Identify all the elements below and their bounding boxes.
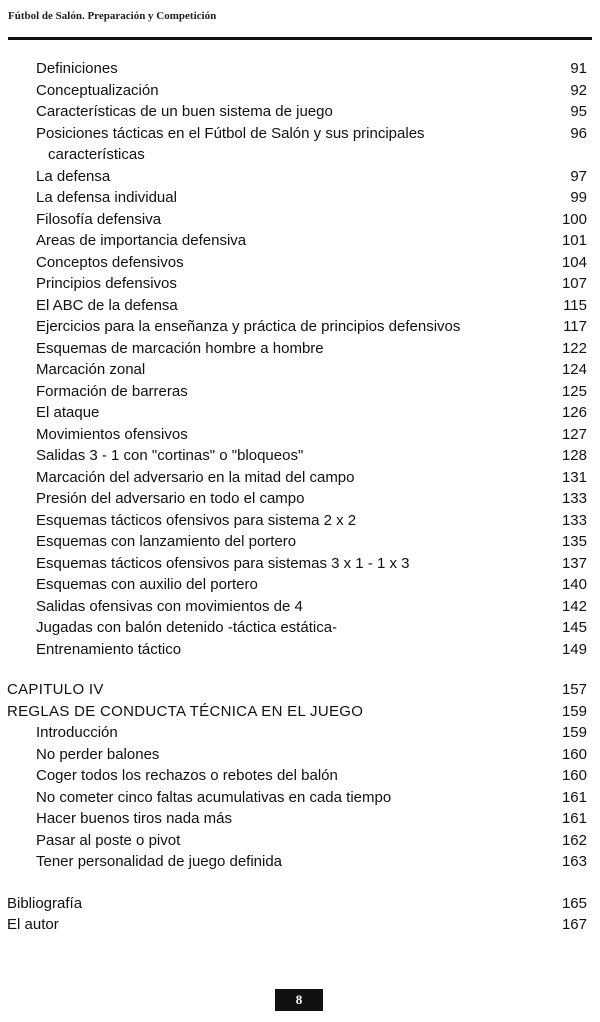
toc-entry-title-continuation: características <box>48 146 145 163</box>
toc-entry <box>0 893 600 915</box>
spacer <box>0 873 600 893</box>
toc-entry <box>0 596 600 618</box>
toc-entry-title: Tener personalidad de juego definida <box>36 853 283 870</box>
toc-entry <box>0 58 600 80</box>
toc-section-b <box>0 722 600 873</box>
toc-entry <box>0 252 600 274</box>
toc-entry-page: 99 <box>570 189 587 206</box>
chapter-title: REGLAS DE CONDUCTA TÉCNICA EN EL JUEGO <box>7 702 364 720</box>
toc-entry <box>0 80 600 102</box>
toc-entry-page: 91 <box>570 60 587 77</box>
toc-entry-title: Hacer buenos tiros nada más <box>36 810 232 827</box>
toc-entry-page: 117 <box>563 318 587 335</box>
toc-entry-title: Introducción <box>36 724 118 741</box>
toc-entry-title: Entrenamiento táctico <box>36 640 182 658</box>
toc-entry-page: 126 <box>561 404 587 421</box>
toc-entry-page: 161 <box>561 810 587 827</box>
toc-entry-page: 142 <box>561 597 587 615</box>
toc-entry <box>0 467 600 489</box>
toc-entry-title: Conceptos defensivos <box>36 253 184 271</box>
toc-entry-title-group <box>36 123 506 166</box>
toc-entry-page: 159 <box>561 724 587 741</box>
toc-entry <box>0 488 600 510</box>
toc-entry <box>0 510 600 532</box>
toc-entry-page: 128 <box>561 447 587 464</box>
toc-entry-title: El ABC de la defensa <box>36 296 178 314</box>
toc-entry-page: 133 <box>561 511 587 529</box>
toc-entry-page: 115 <box>563 296 587 314</box>
toc-entry-page: 140 <box>561 576 587 593</box>
running-header: Fútbol de Salón. Preparación y Competición <box>8 10 217 22</box>
toc-entry-page: 97 <box>570 167 587 185</box>
toc-entry-title: No cometer cinco faltas acumulativas en cada tiempo <box>36 788 392 806</box>
toc-entry-page: 159 <box>561 702 587 720</box>
toc-entry-page: 162 <box>561 831 587 849</box>
toc-entry <box>0 851 600 873</box>
chapter-label-row <box>0 679 600 701</box>
toc-entry <box>0 617 600 639</box>
toc-chapter <box>0 679 600 722</box>
toc-entry-title: Esquemas con lanzamiento del portero <box>36 533 297 550</box>
toc-entry <box>0 639 600 661</box>
toc-entry-page: 124 <box>561 361 587 378</box>
toc-entry-title: Principios defensivos <box>36 275 177 292</box>
toc-entry <box>0 445 600 467</box>
toc-entry-title: Conceptualización <box>36 81 159 99</box>
toc-section-a <box>0 58 600 660</box>
toc-entry-title: Movimientos ofensivos <box>36 425 188 443</box>
toc-entry-page: 96 <box>570 124 587 142</box>
toc-entry <box>0 316 600 338</box>
toc-entry-title: Características de un buen sistema de juego <box>36 103 333 120</box>
toc-entry-page: 107 <box>561 275 587 292</box>
toc-entry-page: 163 <box>561 853 587 870</box>
toc-entry <box>0 230 600 252</box>
toc-entry-title: Formación de barreras <box>36 382 188 400</box>
toc-entry-page: 167 <box>561 916 587 933</box>
header-rule <box>8 37 592 40</box>
toc-entry-page: 92 <box>570 81 587 99</box>
toc-entry-title: Salidas ofensivas con movimientos de 4 <box>36 597 303 615</box>
toc-entry-title: Esquemas con auxilio del portero <box>36 576 258 593</box>
toc-entry-title: Pasar al poste o pivot <box>36 831 181 849</box>
toc-entry <box>0 338 600 360</box>
toc-entry-page: 133 <box>561 490 587 507</box>
toc-entry-page: 131 <box>561 468 587 486</box>
toc-entry-title: Posiciones tácticas en el Fútbol de Salón y sus principales <box>36 124 425 142</box>
toc-entry <box>0 402 600 424</box>
toc-entry-title: Marcación zonal <box>36 361 146 378</box>
toc-entry <box>0 209 600 231</box>
toc-entry-title: Definiciones <box>36 60 118 77</box>
chapter-label: CAPITULO IV <box>7 681 104 698</box>
toc-entry-page: 149 <box>561 640 587 658</box>
toc-entry-title: Areas de importancia defensiva <box>36 232 247 249</box>
toc-entry <box>0 273 600 295</box>
toc-entry-page: 137 <box>561 554 587 572</box>
toc-entry-title: Salidas 3 - 1 con "cortinas" o "bloqueos" <box>36 447 304 464</box>
toc-entry-title: Coger todos los rechazos o rebotes del balón <box>36 767 338 784</box>
toc-entry-title: Filosofía defensiva <box>36 210 162 228</box>
toc-entry <box>0 187 600 209</box>
toc-entry <box>0 914 600 936</box>
toc-entry <box>0 765 600 787</box>
toc-entry <box>0 722 600 744</box>
toc-entry-page: 161 <box>561 788 587 806</box>
toc-entry <box>0 830 600 852</box>
toc-entry-page: 101 <box>561 232 587 249</box>
toc-entry-page: 160 <box>561 767 587 784</box>
toc-entry-page: 122 <box>561 339 587 357</box>
page-number: 8 <box>275 989 323 1011</box>
toc-entry <box>0 295 600 317</box>
toc-entry-title: Jugadas con balón detenido -táctica estática- <box>36 619 338 636</box>
toc-entry-page: 160 <box>561 745 587 763</box>
toc-entry-page: 127 <box>561 425 587 443</box>
toc-entry-title: La defensa <box>36 167 111 185</box>
table-of-contents <box>0 58 600 936</box>
toc-entry <box>0 101 600 123</box>
toc-entry-title: Marcación del adversario en la mitad del campo <box>36 468 355 486</box>
toc-entry <box>0 123 600 166</box>
toc-entry-title: Esquemas de marcación hombre a hombre <box>36 339 324 357</box>
toc-entry-title: Ejercicios para la enseñanza y práctica de principios defensivos <box>36 318 461 335</box>
chapter-title-row <box>0 701 600 723</box>
toc-entry-page: 104 <box>561 253 587 271</box>
toc-entry-title: El autor <box>7 916 59 933</box>
toc-entry-page: 95 <box>570 103 587 120</box>
toc-entry-title: Esquemas tácticos ofensivos para sistema 2 x 2 <box>36 511 357 529</box>
toc-entry-title: Bibliografía <box>7 894 83 912</box>
toc-entry <box>0 553 600 575</box>
toc-back-matter <box>0 893 600 936</box>
toc-entry <box>0 381 600 403</box>
toc-entry <box>0 531 600 553</box>
toc-entry-page: 125 <box>561 382 587 400</box>
toc-entry <box>0 359 600 381</box>
toc-entry <box>0 166 600 188</box>
toc-entry-title: La defensa individual <box>36 189 177 206</box>
toc-entry-title: El ataque <box>36 404 100 421</box>
toc-entry-page: 135 <box>561 533 587 550</box>
toc-entry-title: Presión del adversario en todo el campo <box>36 490 305 507</box>
toc-entry <box>0 787 600 809</box>
toc-entry-title: Esquemas tácticos ofensivos para sistemas 3 x 1 - 1 x 3 <box>36 554 410 572</box>
toc-entry <box>0 574 600 596</box>
toc-entry <box>0 808 600 830</box>
toc-entry <box>0 744 600 766</box>
toc-entry <box>0 424 600 446</box>
toc-entry-title: No perder balones <box>36 745 160 763</box>
toc-entry-page: 145 <box>561 619 587 636</box>
toc-entry-page: 157 <box>561 681 587 698</box>
spacer <box>0 660 600 679</box>
toc-entry-page: 100 <box>561 210 587 228</box>
toc-entry-page: 165 <box>561 894 587 912</box>
